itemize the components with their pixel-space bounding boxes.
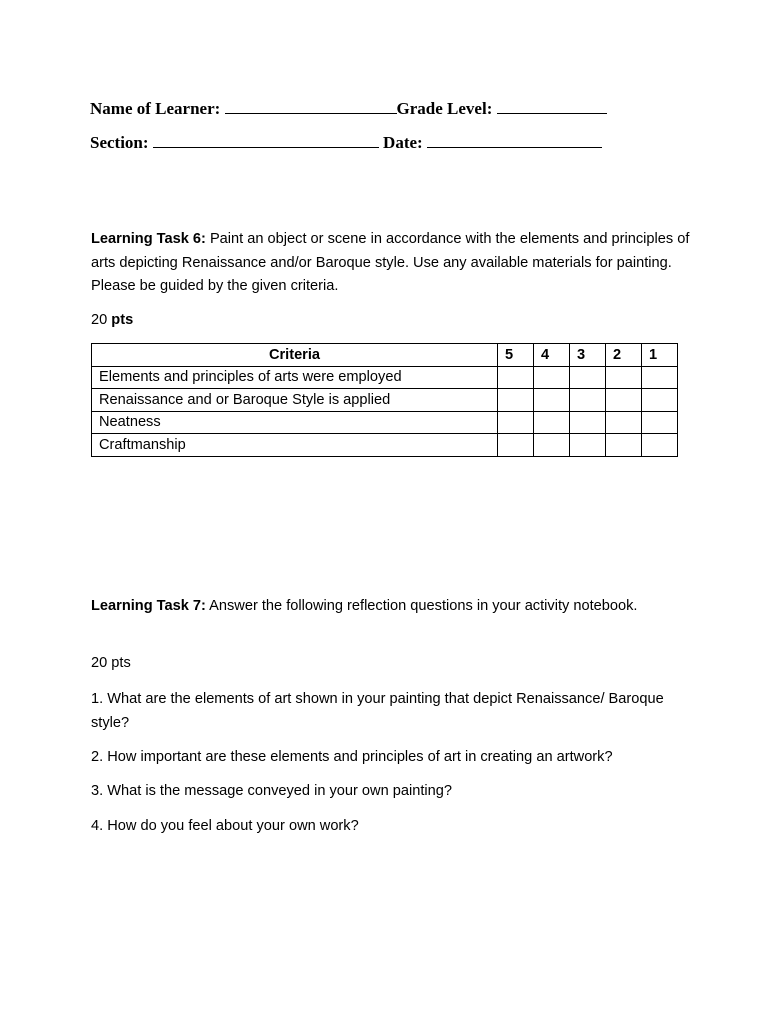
task7-label: Learning Task 7: (91, 598, 206, 614)
criterion-label: Neatness (92, 411, 498, 434)
criterion-label: Elements and principles of arts were employed (92, 366, 498, 389)
name-grade-line (90, 92, 607, 126)
grade-field[interactable] (497, 99, 607, 114)
score-cell[interactable] (642, 411, 678, 434)
criteria-header: Criteria (92, 344, 498, 367)
score-header-1: 1 (642, 344, 678, 367)
rubric-row (92, 389, 678, 412)
grade-label: Grade Level: (396, 99, 493, 118)
score-cell[interactable] (642, 434, 678, 457)
score-cell[interactable] (498, 411, 534, 434)
score-cell[interactable] (534, 434, 570, 457)
rubric-row (92, 434, 678, 457)
score-cell[interactable] (570, 411, 606, 434)
rubric-row (92, 411, 678, 434)
section-date-line (90, 126, 607, 160)
score-header-2: 2 (606, 344, 642, 367)
score-header-5: 5 (498, 344, 534, 367)
task7-instructions (91, 595, 691, 619)
name-field[interactable] (225, 99, 397, 114)
section-field[interactable] (153, 133, 379, 148)
task6-text: Paint an object or scene in accordance with the elements and principles of arts depicting Renaissance and/or Baroque style. Use any available materials for painting. Please be guided by the given criteria. (91, 231, 690, 295)
score-cell[interactable] (642, 389, 678, 412)
task6-pts-number: 20 (91, 312, 108, 328)
score-header-4: 4 (534, 344, 570, 367)
task6-label: Learning Task 6: (91, 231, 206, 247)
score-cell[interactable] (570, 389, 606, 412)
score-cell[interactable] (606, 389, 642, 412)
learner-info-header (90, 92, 607, 160)
task6-points (91, 312, 133, 328)
question-4: 4. How do you feel about your own work? (91, 818, 359, 834)
task7-points: 20 pts (91, 655, 131, 671)
date-label: Date: (383, 133, 423, 152)
score-cell[interactable] (498, 366, 534, 389)
task6-instructions (91, 228, 691, 299)
name-label: Name of Learner: (90, 99, 221, 118)
section-label: Section: (90, 133, 149, 152)
score-cell[interactable] (498, 389, 534, 412)
question-3: 3. What is the message conveyed in your own painting? (91, 783, 452, 799)
task6-pts-word: pts (111, 312, 134, 328)
score-header-3: 3 (570, 344, 606, 367)
task7-text: Answer the following reflection questions in your activity notebook. (205, 598, 638, 614)
score-cell[interactable] (534, 411, 570, 434)
criterion-label: Craftmanship (92, 434, 498, 457)
rubric-table (91, 343, 678, 457)
rubric-header-row (92, 344, 678, 367)
score-cell[interactable] (606, 366, 642, 389)
question-1: 1. What are the elements of art shown in your painting that depict Renaissance/ Baroque style? (91, 691, 664, 731)
question-2: 2. How important are these elements and principles of art in creating an artwork? (91, 749, 613, 765)
score-cell[interactable] (570, 434, 606, 457)
date-field[interactable] (427, 133, 602, 148)
score-cell[interactable] (570, 366, 606, 389)
score-cell[interactable] (642, 366, 678, 389)
score-cell[interactable] (534, 366, 570, 389)
criterion-label: Renaissance and or Baroque Style is applied (92, 389, 498, 412)
score-cell[interactable] (606, 411, 642, 434)
rubric-row (92, 366, 678, 389)
score-cell[interactable] (534, 389, 570, 412)
score-cell[interactable] (498, 434, 534, 457)
score-cell[interactable] (606, 434, 642, 457)
